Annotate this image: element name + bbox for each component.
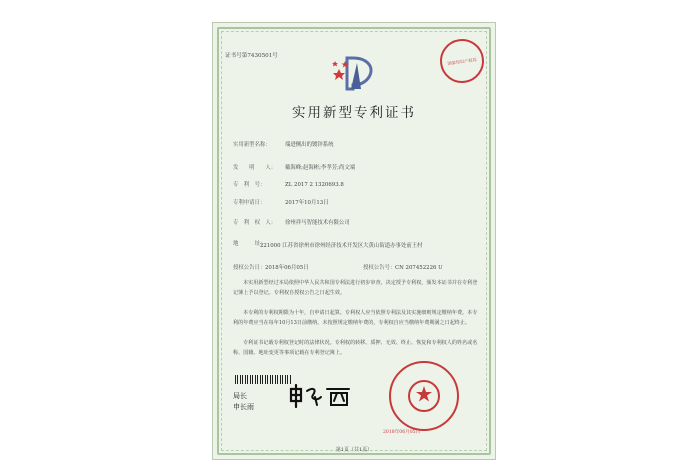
cnipa-logo: [331, 55, 379, 91]
field-label-address: 地 址：: [233, 241, 266, 247]
seal-emblem-icon: [392, 364, 456, 428]
director-title: 局长: [233, 392, 247, 400]
director-name: 申长雨: [233, 403, 254, 411]
field-label-inventor: 发 明 人：: [233, 165, 277, 171]
page-number: 第1页（共1页）: [335, 447, 373, 453]
field-label-owner: 专 利 权 人：: [233, 220, 277, 226]
field-label-name: 实用新型名称：: [233, 142, 271, 148]
field-label-apply-date: 专利申请日：: [233, 200, 266, 206]
body-paragraph: 专利证书记载专利权登记时的法律状况。专利权的转移、质押、无效、终止、恢复和专利权人的姓名或名称、国籍、地址变更等事项记载在专利登记簿上。: [233, 340, 478, 356]
official-seal: [389, 361, 459, 431]
auth-no-value: CN 207452226 U: [395, 265, 443, 271]
auth-no-label: 授权公告号：: [363, 265, 396, 271]
field-label-patent-no: 专 利 号：: [233, 182, 266, 188]
body-paragraph: 本实用新型经过本局依照中华人民共和国专利法进行初步审查，决定授予专利权，颁发本证书并在专利登记簿上予以登记。专利权自授权公告之日起生效。: [233, 280, 478, 296]
certificate-title: 实用新型专利证书: [292, 105, 416, 121]
field-value-patent-no: ZL 2017 2 1320693.8: [285, 182, 344, 188]
certificate-page: [212, 22, 496, 460]
field-value-name: 端进侧出的镀锌系统: [285, 142, 334, 148]
seal-date: 2018年06月05日: [383, 430, 421, 435]
stamp-text: 国家知识产权局: [447, 56, 477, 67]
field-value-owner: 徐州祥马智能技术有限公司: [285, 220, 350, 226]
auth-date-value: 2018年06月05日: [265, 265, 309, 271]
field-value-address: 221000 江苏省徐州市徐州经济技术开发区大黄山街道办事处前王村: [260, 243, 423, 249]
signature: [287, 383, 357, 409]
body-paragraph: 本专利的专利权期限为十年，自申请日起算。专利权人应当依照专利法及其实施细则规定缴纳年费。本专利的年费应当在每年10月13日前缴纳。未按照规定缴纳年费的，专利权自应当缴纳年费期满之日起终止。: [233, 310, 478, 326]
field-value-inventor: 戴海峰;赵海彬;李孝芳;尚文端: [285, 165, 356, 171]
auth-date-label: 授权公告日：: [233, 265, 266, 271]
barcode: [235, 375, 291, 384]
field-value-apply-date: 2017年10月13日: [285, 200, 329, 206]
certificate-number: 证书号第7430501号: [225, 53, 278, 59]
